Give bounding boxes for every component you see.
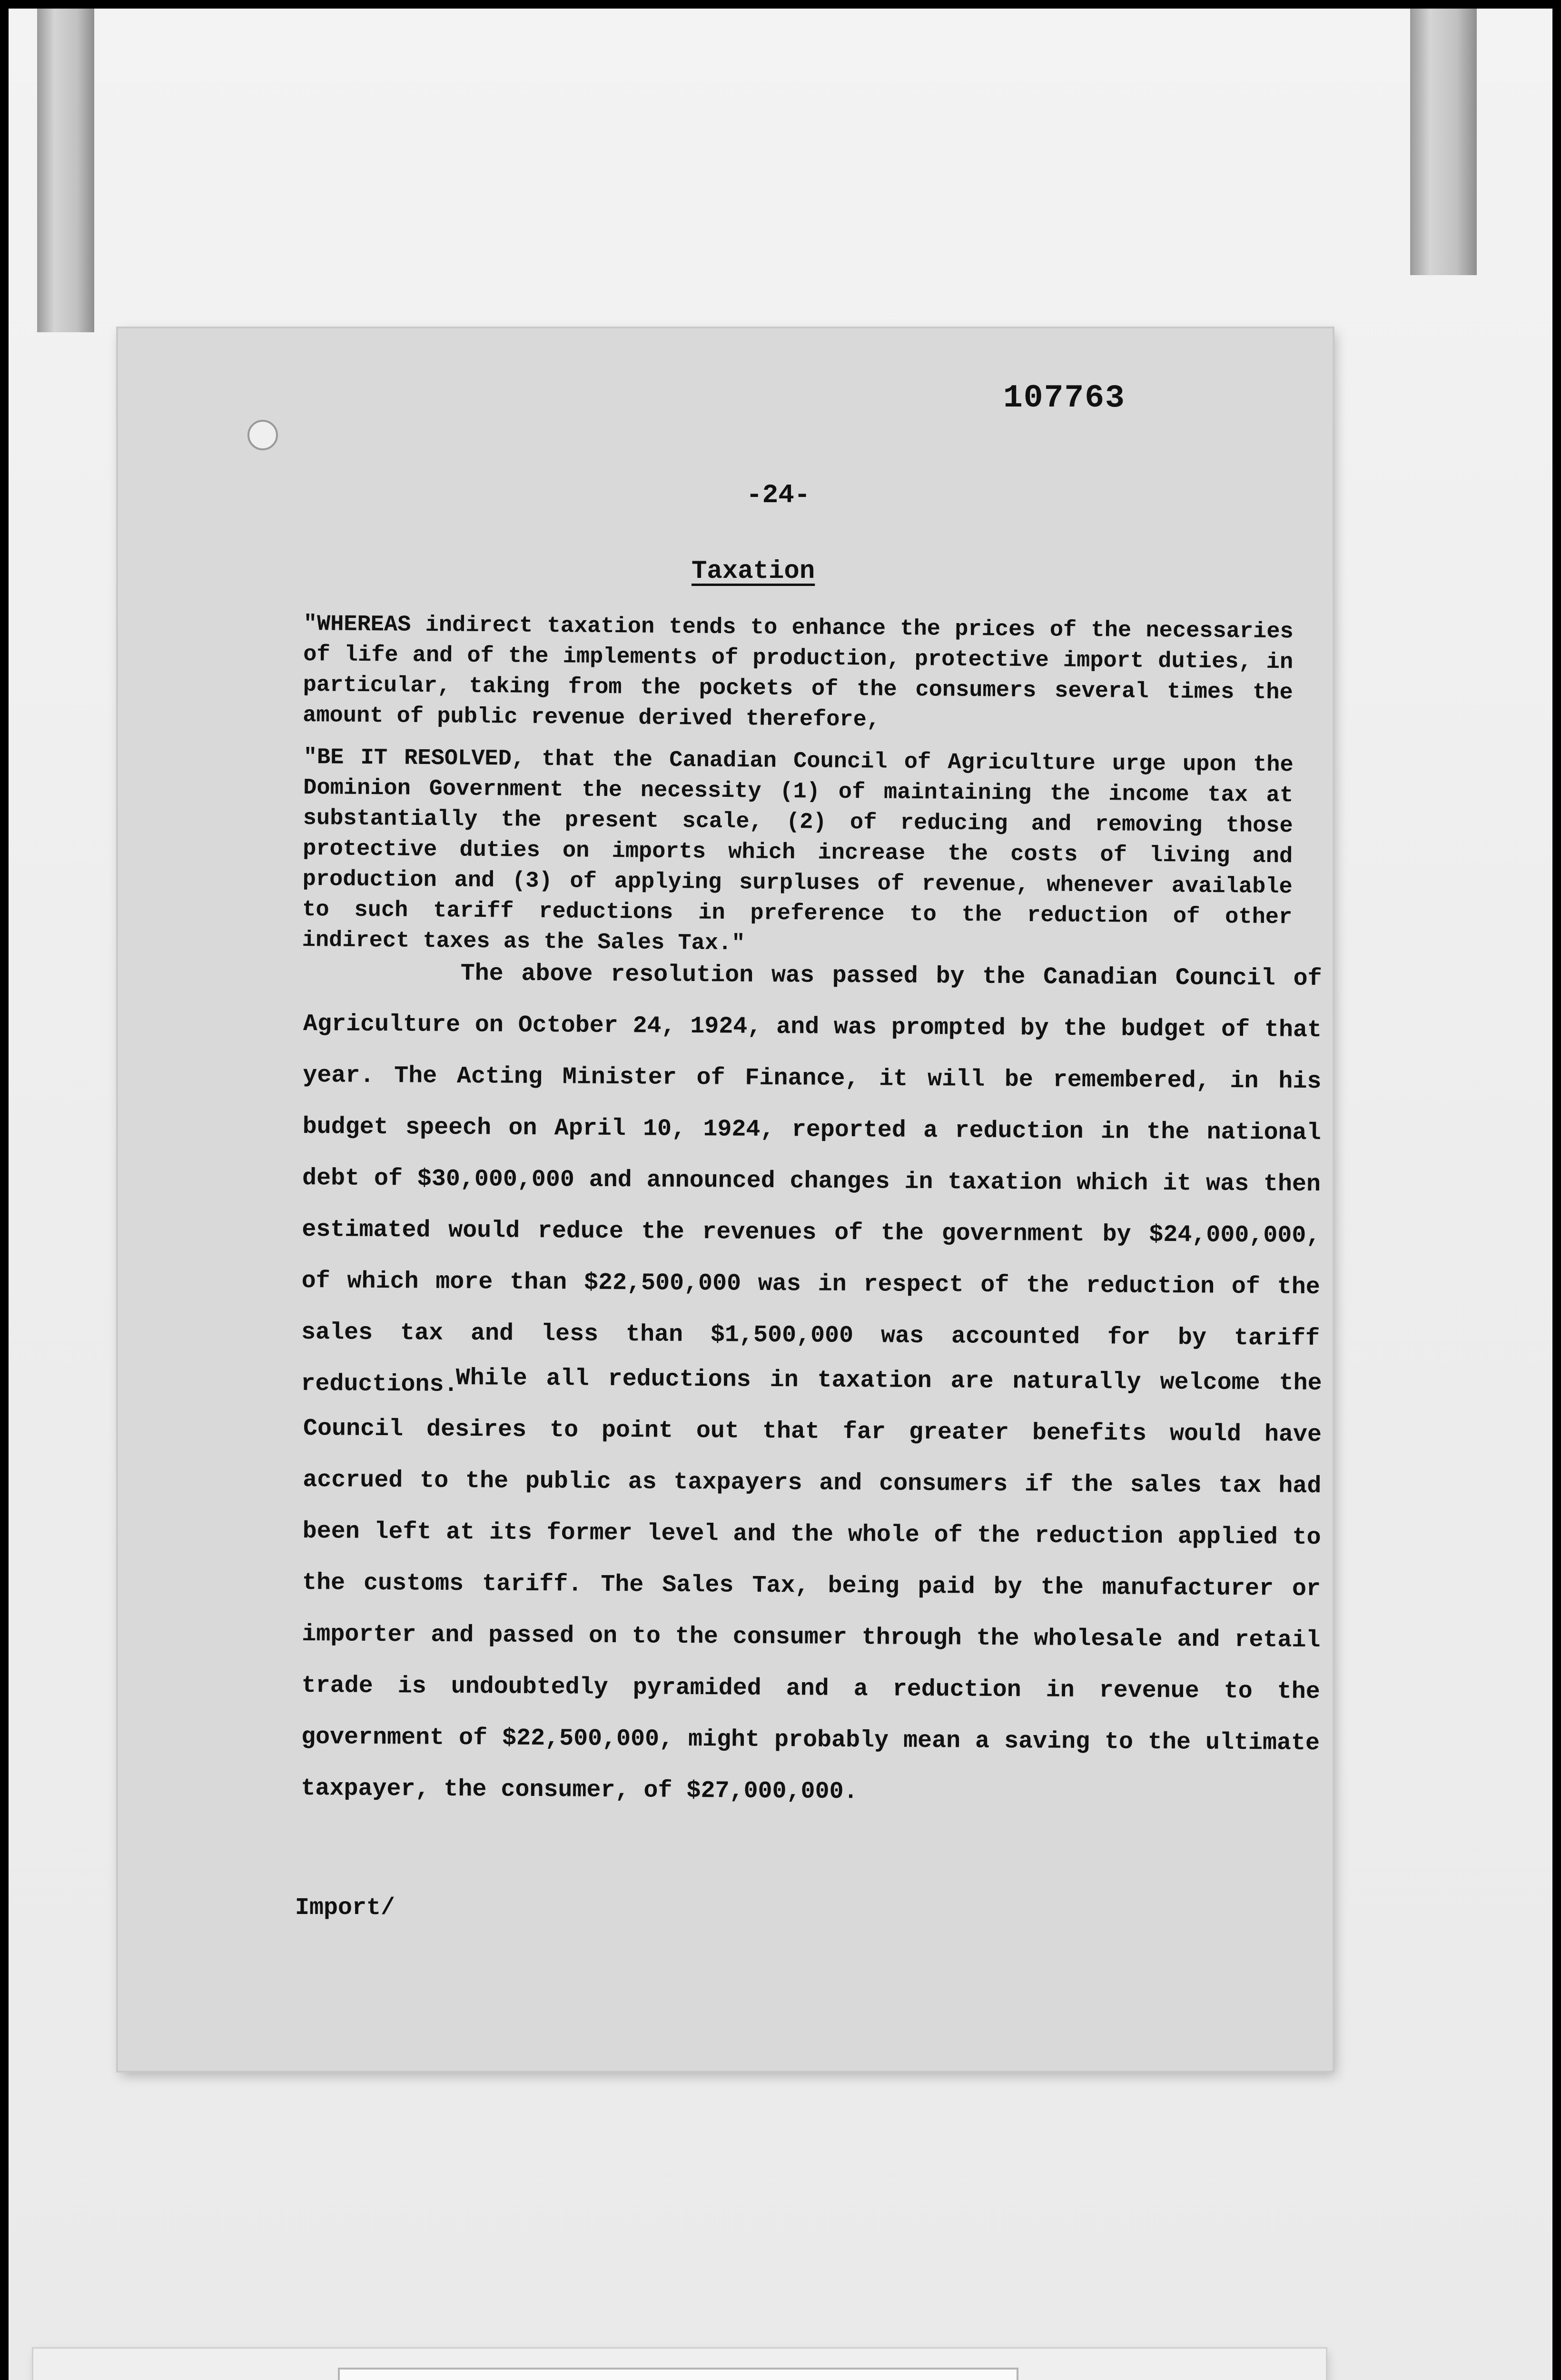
body-paragraph-1: The above resolution was passed by the Canadian Council of Agriculture on October 24, 1924, and was prompted by the budget of that year. The Acting Minister of Finance, it will be remembered, in his budget speech on April 10, 1924, reported a reduction in the national debt of $30,000,000 and announced changes in taxation which it was then estimated would reduce the revenues of the government by $24,000,000, of which more than $22,500,000 was in respect of the reduction of the sales tax and less than $1,500,000 was accounted for by tariff reductions. [301, 960, 1322, 1398]
punch-hole [247, 420, 278, 450]
tape-top-right [1410, 9, 1477, 275]
page-number: -24- [746, 480, 810, 510]
collection-label [338, 2368, 1018, 2380]
document-page [118, 328, 1333, 2071]
continuation-word: Import/ [295, 1894, 395, 1922]
scan-background [9, 9, 1552, 2380]
tape-top-left [37, 9, 94, 332]
archives-stamp-card [33, 2349, 1326, 2380]
section-heading: Taxation [692, 557, 815, 586]
body-paragraph-2: While all reductions in taxation are naturally welcome the Council desires to point out that far greater benefits would have accrued to the public as taxpayers and consumers if the sales tax had been left at its former level and the whole of the reduction applied to the customs tariff. The Sales Tax, being paid by the manufacturer or importer and passed on to the consumer through the wholesale and retail trade is undoubtedly pyramided and a reduction in revenue to the government of $22,500,000, might probably mean a saving to the ultimate taxpayer, the consumer, of $27,000,000. [301, 1364, 1322, 1806]
resolution-be-it-resolved: "BE IT RESOLVED, that the Canadian Council of Agriculture urge upon the Dominion Government the necessity (1) of maintaining the income tax at substantially the present scale, (2) of reducing and removing those protective duties on imports which increase the costs of living and production and (3) of applying surpluses of revenue, whenever available to such tariff reductions in preference to the reduction of other indirect taxes as the Sales Tax." [302, 744, 1294, 957]
resolution-whereas: "WHEREAS indirect taxation tends to enhance the prices of the necessaries of life and of the implements of production, protective import duties, in particular, taking from the pockets of the consumers several times the amount of public revenue derived therefore, [303, 611, 1294, 733]
document-number: 107763 [1003, 380, 1126, 416]
